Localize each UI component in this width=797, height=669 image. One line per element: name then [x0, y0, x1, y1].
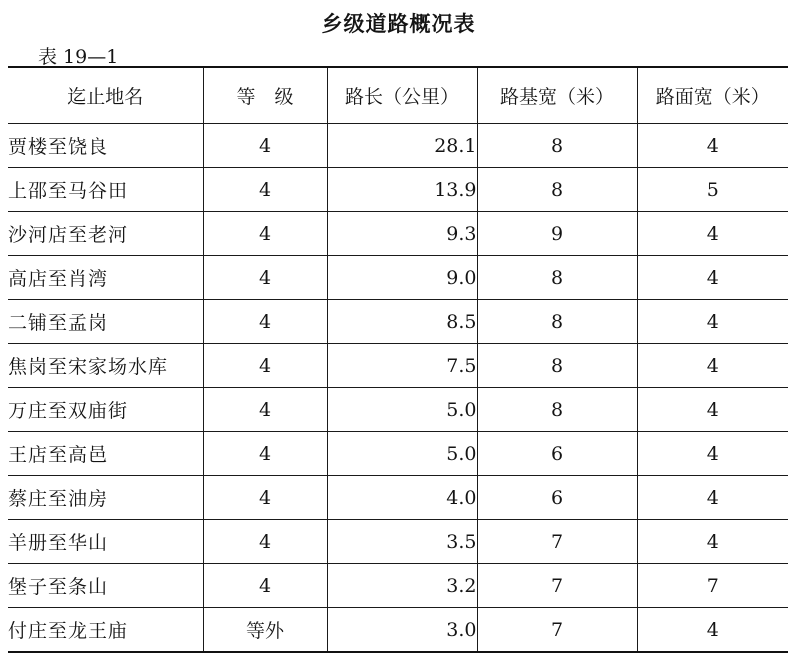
road-summary-table: [8, 66, 788, 653]
cell-route: 蔡庄至油房: [8, 476, 203, 520]
cell-surface-width: 5: [637, 168, 788, 212]
cell-length: 5.0: [327, 388, 477, 432]
cell-length: 4.0: [327, 476, 477, 520]
table-row: [8, 564, 788, 608]
cell-route: 羊册至华山: [8, 520, 203, 564]
cell-grade: 4: [203, 388, 327, 432]
cell-surface-width: 4: [637, 344, 788, 388]
cell-roadbed-width: 7: [477, 520, 637, 564]
cell-roadbed-width: 9: [477, 212, 637, 256]
table-row: [8, 168, 788, 212]
cell-length: 28.1: [327, 124, 477, 168]
table-row: [8, 432, 788, 476]
table-row: [8, 256, 788, 300]
table-row: [8, 476, 788, 520]
table-row: [8, 388, 788, 432]
cell-roadbed-width: 8: [477, 344, 637, 388]
cell-grade: 4: [203, 432, 327, 476]
cell-route: 上邵至马谷田: [8, 168, 203, 212]
table-header-row: [8, 67, 788, 124]
cell-length: 9.3: [327, 212, 477, 256]
cell-grade: 4: [203, 520, 327, 564]
cell-surface-width: 4: [637, 300, 788, 344]
header-surface-width: 路面宽（米）: [637, 67, 788, 124]
cell-length: 3.2: [327, 564, 477, 608]
cell-roadbed-width: 6: [477, 476, 637, 520]
cell-roadbed-width: 8: [477, 168, 637, 212]
cell-grade: 4: [203, 476, 327, 520]
cell-grade: 4: [203, 256, 327, 300]
cell-roadbed-width: 8: [477, 256, 637, 300]
header-roadbed-width: 路基宽（米）: [477, 67, 637, 124]
cell-surface-width: 4: [637, 432, 788, 476]
cell-roadbed-width: 7: [477, 564, 637, 608]
cell-grade: 4: [203, 300, 327, 344]
cell-grade: 4: [203, 564, 327, 608]
table-title: 乡级道路概况表: [321, 12, 476, 36]
header-length: 路长（公里）: [327, 67, 477, 124]
table-row: [8, 124, 788, 168]
cell-route: 万庄至双庙街: [8, 388, 203, 432]
table-row: [8, 300, 788, 344]
cell-roadbed-width: 8: [477, 300, 637, 344]
cell-surface-width: 4: [637, 212, 788, 256]
cell-length: 5.0: [327, 432, 477, 476]
cell-route: 贾楼至饶良: [8, 124, 203, 168]
cell-grade: 4: [203, 212, 327, 256]
cell-length: 8.5: [327, 300, 477, 344]
table-row: [8, 608, 788, 653]
cell-length: 3.0: [327, 608, 477, 653]
cell-grade: 4: [203, 168, 327, 212]
cell-route: 沙河店至老河: [8, 212, 203, 256]
cell-surface-width: 4: [637, 124, 788, 168]
cell-surface-width: 4: [637, 388, 788, 432]
table-number: 表 19—1: [38, 46, 119, 68]
cell-route: 二铺至孟岗: [8, 300, 203, 344]
cell-length: 3.5: [327, 520, 477, 564]
cell-grade: 4: [203, 344, 327, 388]
cell-roadbed-width: 8: [477, 388, 637, 432]
cell-length: 9.0: [327, 256, 477, 300]
cell-grade: 4: [203, 124, 327, 168]
cell-route: 付庄至龙王庙: [8, 608, 203, 653]
cell-length: 13.9: [327, 168, 477, 212]
cell-route: 焦岗至宋家场水库: [8, 344, 203, 388]
cell-route: 堡子至条山: [8, 564, 203, 608]
cell-roadbed-width: 8: [477, 124, 637, 168]
cell-roadbed-width: 6: [477, 432, 637, 476]
cell-route: 高店至肖湾: [8, 256, 203, 300]
table-row: [8, 520, 788, 564]
cell-length: 7.5: [327, 344, 477, 388]
cell-surface-width: 4: [637, 608, 788, 653]
cell-surface-width: 4: [637, 520, 788, 564]
cell-surface-width: 7: [637, 564, 788, 608]
header-route: 迄止地名: [8, 67, 203, 124]
cell-surface-width: 4: [637, 476, 788, 520]
table-row: [8, 344, 788, 388]
table-row: [8, 212, 788, 256]
cell-roadbed-width: 7: [477, 608, 637, 653]
cell-surface-width: 4: [637, 256, 788, 300]
header-grade: 等 级: [203, 67, 327, 124]
cell-grade: 等外: [203, 608, 327, 653]
cell-route: 王店至高邑: [8, 432, 203, 476]
